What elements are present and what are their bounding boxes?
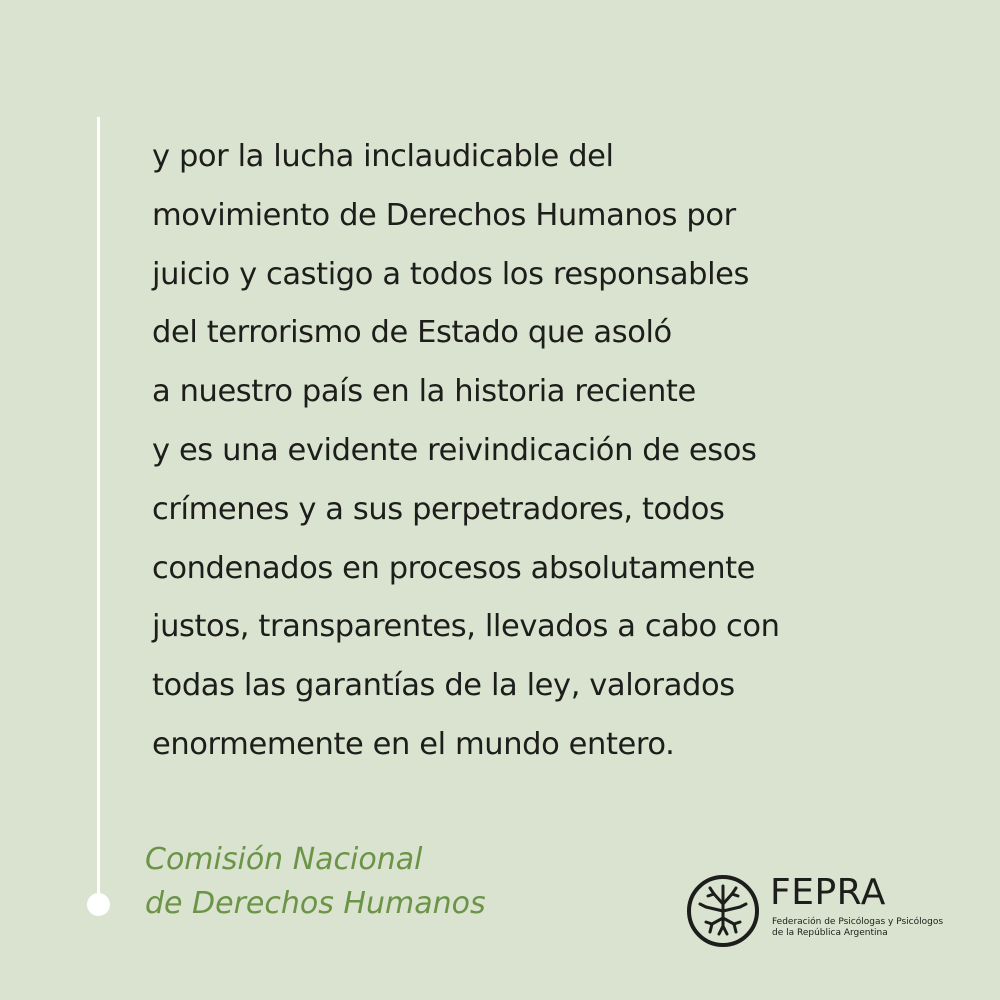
logo-subtitle-line: de la República Argentina xyxy=(772,928,888,938)
logo-subtitle-line: Federación de Psicólogas y Psicólogos xyxy=(772,917,944,927)
statement-text xyxy=(152,128,942,775)
statement-line: a nuestro país en la historia reciente xyxy=(152,374,696,410)
attribution xyxy=(145,838,486,926)
statement-line: y es una evidente reivindicación de esos xyxy=(152,432,757,468)
statement-line: y por la lucha inclaudicable del xyxy=(152,139,614,174)
attribution-line: Comisión Nacional xyxy=(145,842,423,877)
timeline-line xyxy=(97,117,100,903)
logo-name: FEPRA xyxy=(770,872,886,913)
statement-line: del terrorismo de Estado que asoló xyxy=(152,315,672,351)
statement-line: juicio y castigo a todos los responsables xyxy=(152,256,749,292)
statement-line: todas las garantías de la ley, valorados xyxy=(152,668,735,704)
statement-line: crímenes y a sus perpetradores, todos xyxy=(152,491,725,527)
statement-line: justos, transparentes, llevados a cabo con xyxy=(152,609,780,645)
statement-line: enormemente en el mundo entero. xyxy=(152,726,675,762)
tree-roots-circle-icon xyxy=(686,874,760,948)
statement-line: condenados en procesos absolutamente xyxy=(152,550,756,586)
statement-line: movimiento de Derechos Humanos por xyxy=(152,197,736,233)
attribution-line: de Derechos Humanos xyxy=(145,886,486,921)
logo-subtitle xyxy=(772,917,943,939)
fepra-logo xyxy=(686,871,956,951)
timeline-dot xyxy=(87,893,110,916)
